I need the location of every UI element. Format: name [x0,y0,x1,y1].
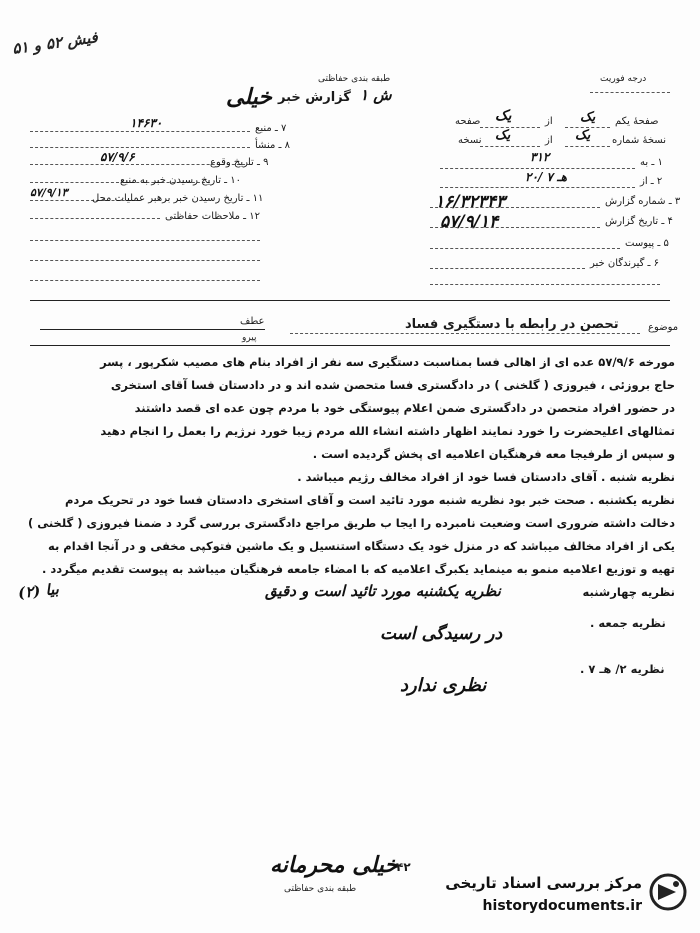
field-copy-value: یک [575,128,591,143]
field-source-value: ۱۴۶۳۰ [130,116,163,130]
field-report-date-value: ۵۷/۹/۱۴ [440,212,499,232]
field-copy-value2: یک [495,128,511,143]
body-line: یکی از افراد مخالف میباشد که در منزل خود یک دستگاه استنسیل و یک ماشین فتوکپی مخفی و در آنجا اقدام به [47,539,675,553]
top-classification-stamp: خیلی [226,84,272,110]
field-page-label: صفحهٔ یکم [615,116,659,127]
watermark-logo-icon [646,872,690,912]
body-line: و سپس از طرفیجا معه فرهنگیان اعلامیه ای پخش گردیده است . [312,447,675,461]
body-line: نظریه یکشنبه . صحت خبر بود نظریه شنبه مورد تائید است و آقای استخری دادستان فسا خود در تحریک مردم [64,493,675,507]
atf-line [40,329,265,330]
field-report-number-label: ۳ ـ شماره گزارش [605,196,681,207]
atf-label: عطف [240,316,265,327]
field-line [430,227,600,228]
field-line [30,147,250,148]
subject-label: موضوع [648,322,679,333]
field-received-ops-label: ۱۱ ـ تاریخ رسیدن خبر برهبر عملیات محل [92,193,264,204]
field-received-ops-value: ۵۷/۹/۱۳ [30,186,68,199]
body-line: در حضور افراد متحصن در دادگستری ضمن اعلام پیوستگی خود با مردم چون عده ای قصد داشتند [134,401,675,415]
wednesday-handwritten-note: نظریه یکشنبه مورد تائید است و دقیق [265,582,501,600]
body-line: نظریه چهارشنبه [582,585,675,599]
urgency-label: درجه فوریت [600,74,647,84]
body-line: نظریه شنبه . آقای دادستان فسا خود از افراد مخالف رژیم میباشد . [297,470,675,484]
footer-classification-label: طبقه بندی حفاظتی [284,884,357,894]
corner-handwritten-note: فیش ۵۲ و ۵۱ [11,28,99,58]
watermark [430,868,690,923]
report-title: گزارش خبر [278,90,351,105]
field-line [430,248,620,249]
watermark-title: مرکز بررسی اسناد تاریخی [445,874,642,892]
report-title-suffix: ش ۱ [360,86,392,104]
field-attachment-label: ۵ ـ پیوست [625,238,669,249]
field-page-from: از [545,116,553,127]
field-line [30,131,250,132]
field-recipients-label: ۶ ـ گیرندگان خبر [590,258,660,269]
field-line [440,168,635,169]
field-report-number-value: ۱۶/۳۲۳۴۳ [435,192,506,212]
body-line: مورخه ۵۷/۹/۶ عده ای از اهالی فسا بمناسبت دستگیری سه نفر از افراد بنام های مصیب شکرپور ، پسر [100,355,675,369]
field-line [440,187,635,188]
field-security-notes-label: ۱۲ ـ ملاحظات حفاظتی [165,211,260,222]
footer-page-number: ۴۲ [396,860,411,874]
subject-line [290,333,640,334]
field-line [30,240,260,241]
margin-handwritten-note: بیا (۲) [17,579,60,603]
h7-label: نظریه ۲/ هـ ۷ . [580,662,665,676]
field-copy-from: از [545,135,553,146]
field-line [30,280,260,281]
field-source-label: ۷ ـ منبع [255,123,287,134]
h7-handwritten-note: نظری ندارد [400,675,487,696]
subject-text: تحصن در رابطه با دستگیری فساد [405,317,619,332]
field-line [480,146,540,147]
classification-label-top: طبقه بندی حفاظتی [318,74,391,84]
peyro-label: پیرو [242,333,257,343]
field-line [30,218,160,219]
field-page-value2: یک [495,108,512,124]
field-line [430,268,585,269]
field-occurrence-date-value: ۵۷/۹/۶ [100,150,135,164]
watermark-url: historydocuments.ir [482,898,642,914]
body-line: تمثالهای اعلیحضرت را خورد نمایند اظهار داشته انشاء الله مردم زیبا خورد نرژیم را بعمل را انجام دهید [100,424,675,438]
field-copy-unit: نسخه [458,135,482,146]
bottom-subject-line [30,345,670,346]
field-page-value: یک [580,110,596,125]
field-line [30,260,260,261]
field-line [430,207,600,208]
field-to-value: ۳۱۲ [530,150,550,164]
field-line [565,146,610,147]
section-separator [30,300,670,301]
field-line [430,284,660,285]
field-page-unit: صفحه [455,116,481,127]
field-occurrence-date-label: ۹ ـ تاریخ وقوع [210,157,269,168]
field-report-date-label: ۴ ـ تاریخ گزارش [605,216,673,227]
friday-label: نظریه جمعه . [590,616,666,630]
field-received-source-label: ۱۰ ـ تاریخ رسیدن خبر به منبع [120,175,242,186]
body-line: حاج بروزئی ، فیروزی ( گلخنی ) در دادگستری فسا متحصن شده اند و در دادستان فسا آقای استخری [110,378,675,392]
body-line: تهیه و توزیع اعلامیه منمو به مینماید یکبرگ اعلامیه که با امضاء جامعه فرهنگیان میباشد به پیوست تقدیم میگردد . [41,562,675,576]
field-from-label: ۲ ـ از [640,176,663,187]
field-from-value: ۲۰/ هـ ۷ [525,170,567,184]
body-line: دخالت داشته ضروری است وضعیت نامبرده را ایجا ب طریق مراجع دادگستری بررسی گرد د ضمنا فیروزی ( گلخنی ) [27,516,675,530]
footer-classification-stamp: خیلی محرمانه [270,852,399,878]
friday-handwritten-note: در رسیدگی است [380,624,503,644]
urgency-line [590,92,670,93]
field-to-label: ۱ ـ به [640,157,663,168]
field-origin-label: ۸ ـ منشأ [255,140,291,151]
field-copy-label: نسخهٔ شماره [612,135,666,146]
